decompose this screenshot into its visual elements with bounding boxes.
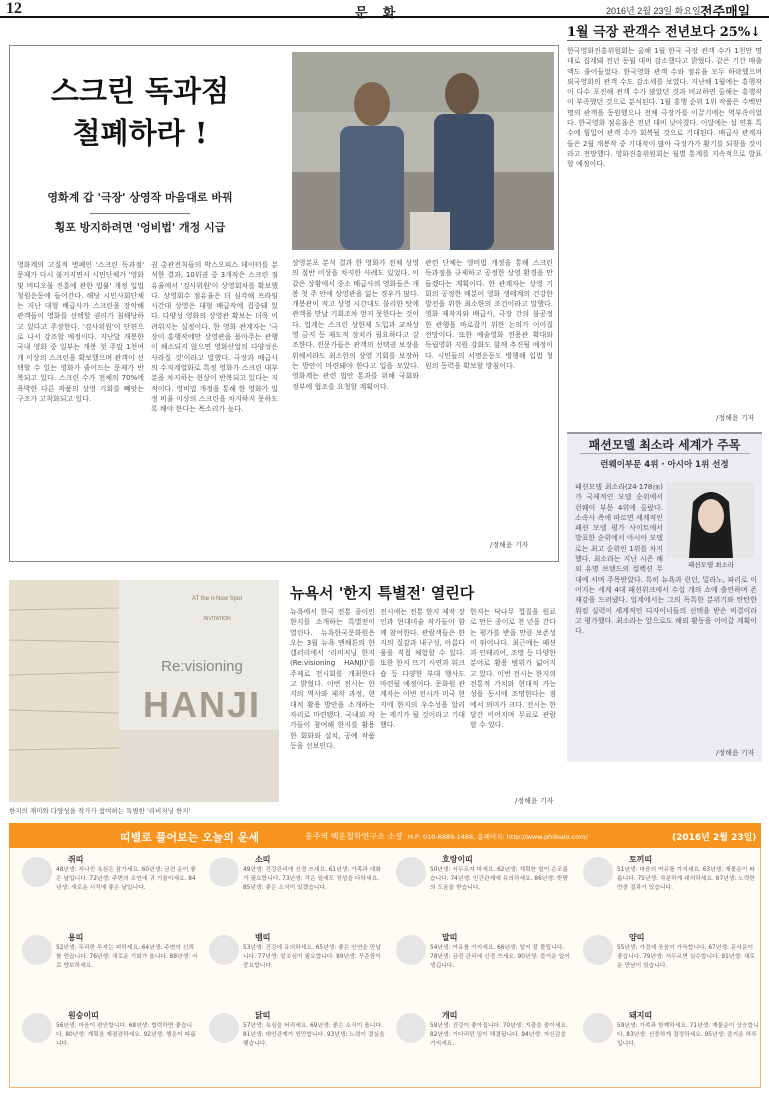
- zodiac-item: [577, 930, 760, 1008]
- horoscope-date: (2016년 2월 23일): [672, 833, 757, 843]
- divider: [580, 453, 750, 454]
- page-header: [0, 0, 769, 18]
- zodiac-animal-icon: [583, 1013, 613, 1043]
- poster-invitation-text: INVITATION: [203, 616, 231, 622]
- zodiac-name: 용띠: [68, 933, 84, 942]
- divider: [567, 40, 762, 41]
- zodiac-animal-icon: [583, 935, 613, 965]
- fashion-subheadline: 런웨이부문 4위 · 아시아 1위 선정: [600, 460, 729, 470]
- zodiac-animal-icon: [583, 857, 613, 887]
- zodiac-fortune-text: 56년생: 마음이 편안합니다. 68년생: 협력하면 좋습니다. 80년생: 계획을 재점검하세요. 92년생: 행운이 따릅니다.: [56, 1023, 196, 1047]
- zodiac-item: [203, 930, 386, 1008]
- zodiac-name: 돼지띠: [629, 1011, 653, 1020]
- main-subheadline-1: 영화계 갑 '극장' 상영작 마음대로 바꿔: [47, 191, 233, 204]
- divider: [90, 213, 190, 214]
- zodiac-item: [390, 930, 573, 1008]
- zodiac-animal-icon: [22, 857, 52, 887]
- horoscope-title: 띠별로 풀어보는 오늘의 운세: [120, 831, 259, 844]
- zodiac-animal-icon: [209, 857, 239, 887]
- zodiac-name: 닭띠: [255, 1011, 271, 1020]
- zodiac-fortune-text: 54년생: 여유를 가지세요. 66년생: 일이 잘 풀립니다. 78년생: 금전 관리에 신경 쓰세요. 90년생: 즐거운 일이 생깁니다.: [430, 945, 570, 969]
- zodiac-name: 소띠: [255, 855, 271, 864]
- zodiac-animal-icon: [209, 935, 239, 965]
- main-byline: /정해윤 기자: [490, 541, 529, 549]
- page-number: 12: [6, 0, 22, 17]
- box-office-headline: 1월 극장 관객수 전년보다 25%↓: [567, 25, 762, 40]
- zodiac-item: [577, 852, 760, 930]
- zodiac-name: 양띠: [629, 933, 645, 942]
- main-article-col-4: 관련 단체는 영비법 개정을 통해 스크린 독과점을 규제하고 공정한 상영 환경을 만들겠다는 계획이다. 한 관계자는 상영 기회의 공정한 배분이 영화 생태계의 건강한 발전을 위한 최소한의 조건이라고 말했다. 영화 제작자와 배급사, 극장 간의 불공정한 관행을 바로잡기 위한 논의가 이어질 전망이다. 또한 예술영화 전용관 확대와 독립영화 지원 강화도 함께 추진될 예정이다. 시민들의 서명운동도 병행해 입법 청원의 동력을 확보할 방침이다.: [425, 259, 553, 370]
- zodiac-animal-icon: [209, 1013, 239, 1043]
- box-office-body: 한국영화진흥위원회는 올해 1월 한국 극장 관객 수가 1천만 명대로 집계돼 전년 동월 대비 감소했다고 밝혔다. 같은 기간 매출액도 줄어들었다. 한국영화 관객 수와 점유율 모두 하락했으며 외국영화의 관객 수도 감소세를 보였다. 지난해 1월에는 흥행작이 다수 포진해 관객 수가 많았던 것과 비교하면 올해는 흥행작이 부족했던 것으로 분석된다. 1월 흥행 순위 1위 작품은 수백만 명의 관객을 동원했으나 전체 극장가를 이끌기에는 역부족이었다. 한국영화 점유율은 전년 대비 낮아졌다. 이달에는 설 연휴 특수에 힘입어 관객 수가 회복될 것으로 기대된다. 배급사 관계자들은 2월 개봉작 중 기대작이 많아 극장가가 활기를 되찾을 것이라고 전망했다. 영화진흥위원회는 월별 통계를 지속적으로 발표할 예정이다.: [567, 47, 762, 169]
- hanji-col-3: 한지는 닥나무 껍질을 원료로 만든 종이로 천 년을 간다는 평가를 받을 만큼 보존성이 뛰어나다. 최근에는 패션과 인테리어, 조명 등 다양한 분야로 활용 범위가 넓어지고 있다. 이번 전시는 한지의 전통적 가치와 현대적 가능성을 동시에 조명한다는 점에서 의미가 크다. 전시는 한 달간 이어지며 무료로 관람할 수 있다.: [470, 608, 556, 730]
- hanji-headline: 뉴욕서 '한지 특별전' 열린다: [290, 584, 475, 602]
- zodiac-animal-icon: [396, 1013, 426, 1043]
- zodiac-animal-icon: [22, 935, 52, 965]
- zodiac-name: 말띠: [442, 933, 458, 942]
- issue-date: 2016년 2월 23일 화요일: [606, 6, 701, 16]
- zodiac-fortune-text: 59년생: 가족과 함께하세요. 71년생: 재물운이 상승합니다. 83년생: 신중하게 결정하세요. 95년생: 즐거운 하루입니다.: [617, 1023, 759, 1047]
- paper-logo: 전주매일: [700, 4, 751, 19]
- zodiac-item: [16, 930, 199, 1008]
- main-article-col-2: 권 총관전칙들의 박스오피스 데이터를 분석한 결과, 10위권 중 3개작은 스크린 점유율에서 '검사위원'이 상영회차를 확보했다. 상영회수 점유율은 더 심각해 프라임 시간대 상영은 대형 배급작에 집중돼 있다. 다양성 영화의 상영관 확보는 더욱 어려워지는 실정이다. 한 영화 관계자는 '극장이 흥행작에만 상영관을 몰아주는 관행이 해소되지 않으면 영화산업의 다양성은 사라질 것'이라고 말했다. 극장과 배급사의 수직계열화로 특정 영화가 스크린 대부분을 차지하는 현상이 반복되고 있다는 지적이다. 영비법 개정을 통해 한 영화가 일정 비율 이상의 스크린을 차지하지 못하도록 해야 한다는 목소리가 높다.: [151, 261, 278, 414]
- zodiac-fortune-text: 55년생: 가정에 웃음이 가득합니다. 67년생: 문서운이 좋습니다. 79년생: 서두르면 실수합니다. 91년생: 새로운 만남이 있습니다.: [617, 945, 755, 969]
- zodiac-name: 원숭이띠: [68, 1011, 99, 1020]
- poster-revisioning-text: Re:visioning: [161, 658, 243, 675]
- main-article-col-3: 상영분포 분석 결과 한 영화가 전체 상영의 절반 이상을 차지한 사례도 있었다. 이 같은 상황에서 중소 배급사의 영화들은 개봉 첫 주 안에 상영관을 잃는 경우가 많다. 개봉관이 적고 상영 시간대도 불리한 탓에 관객을 만날 기회조차 얻지 못한다는 것이다. 업계는 스크린 상한제 도입과 교차상영 금지 등 제도적 장치가 필요하다고 강조한다. 전문가들은 관객의 선택권 보장을 위해서라도 최소한의 상영 기회를 보장하는 방안이 마련돼야 한다고 입을 모았다. 영화계는 관련 법안 통과를 위해 국회와 정부에 협조를 요청할 계획이다.: [292, 259, 419, 391]
- zodiac-item: [16, 1008, 199, 1086]
- horoscope-contact: H.P: 010-6889-1488, 홈페이지: http://www.philoalo.com/: [408, 833, 588, 841]
- box-office-byline: /정해윤 기자: [716, 414, 755, 422]
- zodiac-item: [203, 852, 386, 930]
- zodiac-item: [390, 1008, 573, 1086]
- zodiac-item: [16, 852, 199, 930]
- zodiac-fortune-text: 49년생: 건강관리에 신경 쓰세요. 61년생: 가족과 대화가 필요합니다. 73년생: 작은 일에도 정성을 다하세요. 85년생: 좋은 소식이 있겠습니다.: [243, 867, 381, 891]
- zodiac-name: 쥐띠: [68, 855, 84, 864]
- zodiac-animal-icon: [396, 935, 426, 965]
- zodiac-fortune-text: 48년생: 지나친 욕심은 삼가세요. 60년생: 금전 운이 좋은 날입니다. 72년생: 주변의 조언에 귀 기울이세요. 84년생: 새로운 시작에 좋은 날입니다.: [56, 867, 196, 891]
- zodiac-fortune-text: 53년생: 건강에 유의하세요. 65년생: 좋은 인연을 만납니다. 77년생: 말조심이 필요합니다. 89년생: 꾸준함이 중요합니다.: [243, 945, 381, 969]
- zodiac-fortune-text: 50년생: 서두르지 마세요. 62년생: 계획한 일이 순조롭습니다. 74년생: 인간관계에 유의하세요. 86년생: 뜻밖의 도움을 받습니다.: [430, 867, 568, 891]
- zodiac-name: 토끼띠: [629, 855, 653, 864]
- hanji-byline: /정해윤 기자: [515, 797, 554, 805]
- hanji-col-2: 전시에는 전통 한지 제작 장인과 현대미술 작가들이 함께 참여한다. 관람객들은 한지의 질감과 내구성, 아름다움을 직접 체험할 수 있다. 또한 한지 뜨기 시연과 워크숍 등 다양한 부대 행사도 마련될 예정이다. 문화원 관계자는 이번 전시가 미국 현지에 한지의 우수성을 알리는 계기가 될 것이라고 기대했다.: [380, 608, 465, 730]
- zodiac-animal-icon: [396, 857, 426, 887]
- zodiac-fortune-text: 51년생: 마음의 여유를 가지세요. 63년생: 재물운이 따릅니다. 75년생: 차분하게 대처하세요. 87년생: 노력한 만큼 결과가 있습니다.: [617, 867, 755, 891]
- main-headline: [40, 70, 240, 154]
- headline-line-2: 철폐하라 !: [72, 116, 208, 150]
- zodiac-name: 개띠: [442, 1011, 458, 1020]
- main-article-col-1: 영화계의 고질적 병폐인 '스크린 독과점' 문제가 다시 불거지면서 시민단체가 '영화 및 비디오물 진흥에 관한 법률' 개정 입법 청원운동에 들어간다. 해당 시민사회단체는 지난 대형 배급사가 스크린을 장악해 관객들이 영화를 선택할 권리가 침해당하고 있다고 주장한다. '검사위원'이 단편으로 나서 강조할 예정이다. 지난달 개봉한 국내 영화 중 일부는 개봉 첫 주말 1천여 개 이상의 스크린을 확보했으며 관객이 선택할 수 있는 영화가 줄어드는 문제가 반복되고 있다. 스크린 수가 전체의 70%에 육박한 다른 작품의 상영 기회를 빼앗는 구조가 고착화되고 있다.: [17, 261, 144, 403]
- headline-line-1: 스크린 독과점: [50, 74, 230, 108]
- zodiac-name: 뱀띠: [255, 933, 271, 942]
- fashion-byline: /정해윤 기자: [716, 749, 755, 757]
- poster-hanji-text: HANJI: [142, 684, 262, 725]
- poster-small-text: AT the n-Now Spot: [191, 596, 243, 602]
- horoscope-author: 홍주역 백운철학연구소 소장: [305, 832, 403, 841]
- fashion-body: [575, 482, 757, 744]
- zodiac-fortune-text: 57년생: 욕심을 버리세요. 69년생: 좋은 소식이 옵니다. 81년생: 대인관계가 원만합니다. 93년생: 노력이 결실을 맺습니다.: [243, 1023, 385, 1047]
- fashion-body-text: 패션모델 최소라(24·178㎝)가 국제적인 모델 순위에서 런웨이 부문 4위에 올랐다. 소속사 측에 따르면 세계적인 패션 모델 평가 사이트에서 발표한 순위에서 아시아 모델로는 최고 순위인 1위를 차지했다. 최소라는 지난 시즌 해외 유명 브랜드의 컬렉션 무대에 서며 주목받았다. 특히 뉴욕과 런던, 밀라노, 파리로 이어지는 세계 4대 패션위크에서 수십 개의 쇼에 출연하며 존재감을 드러냈다. 업계에서는 그의 독특한 분위기와 탄탄한 워킹 실력이 세계적인 디자이너들의 선택을 받은 비결이라고 평가했다. 최소라는 앞으로도 해외 활동을 이어갈 계획이다.: [575, 483, 757, 636]
- hanji-exhibition-poster-photo: [9, 580, 279, 802]
- zodiac-item: [390, 852, 573, 930]
- zodiac-item: [203, 1008, 386, 1086]
- zodiac-fortune-text: 52년생: 무리한 투자는 피하세요. 64년생: 주변의 신뢰를 얻습니다. 76년생: 새로운 기회가 옵니다. 88년생: 서로 양보하세요.: [56, 945, 198, 969]
- fashion-headline: 패션모델 최소라 세계가 주목: [588, 438, 741, 452]
- zodiac-item: [577, 1008, 760, 1086]
- hanji-photo-caption: 한지의 재미와 다양성을 작가가 참여하는 특별한 '리비저닝 한지': [9, 807, 191, 815]
- main-subheadline-2: 횡포 방지하려면 '엉비법' 개정 시급: [54, 221, 226, 234]
- zodiac-name: 호랑이띠: [442, 855, 473, 864]
- hanji-col-1: 뉴욕에서 한국 전통 종이인 한지를 소개하는 특별전이 열린다. 뉴욕한국문화원은 오는 3월 뉴욕 맨해튼의 한 갤러리에서 '리비저닝 한지(Re:visioning HANJI)'를 주제로 전시회를 개최한다고 밝혔다. 이번 전시는 한지의 역사와 제작 과정, 현대적 활용 방안을 소개하는 자리로 마련됐다. 국내외 작가들이 참여해 한지를 활용한 회화와 설치, 공예 작품 등을 선보인다.: [290, 608, 375, 750]
- fashion-photo-caption: 패션모델 최소라: [687, 561, 735, 569]
- prison-movie-still-photo: [292, 52, 554, 250]
- zodiac-fortune-text: 58년생: 건강이 좋아집니다. 70년생: 지출을 줄이세요. 82년생: 기다리던 일이 해결됩니다. 94년생: 자신감을 가지세요.: [430, 1023, 568, 1047]
- section-name: 문 화: [355, 5, 402, 20]
- zodiac-animal-icon: [22, 1013, 52, 1043]
